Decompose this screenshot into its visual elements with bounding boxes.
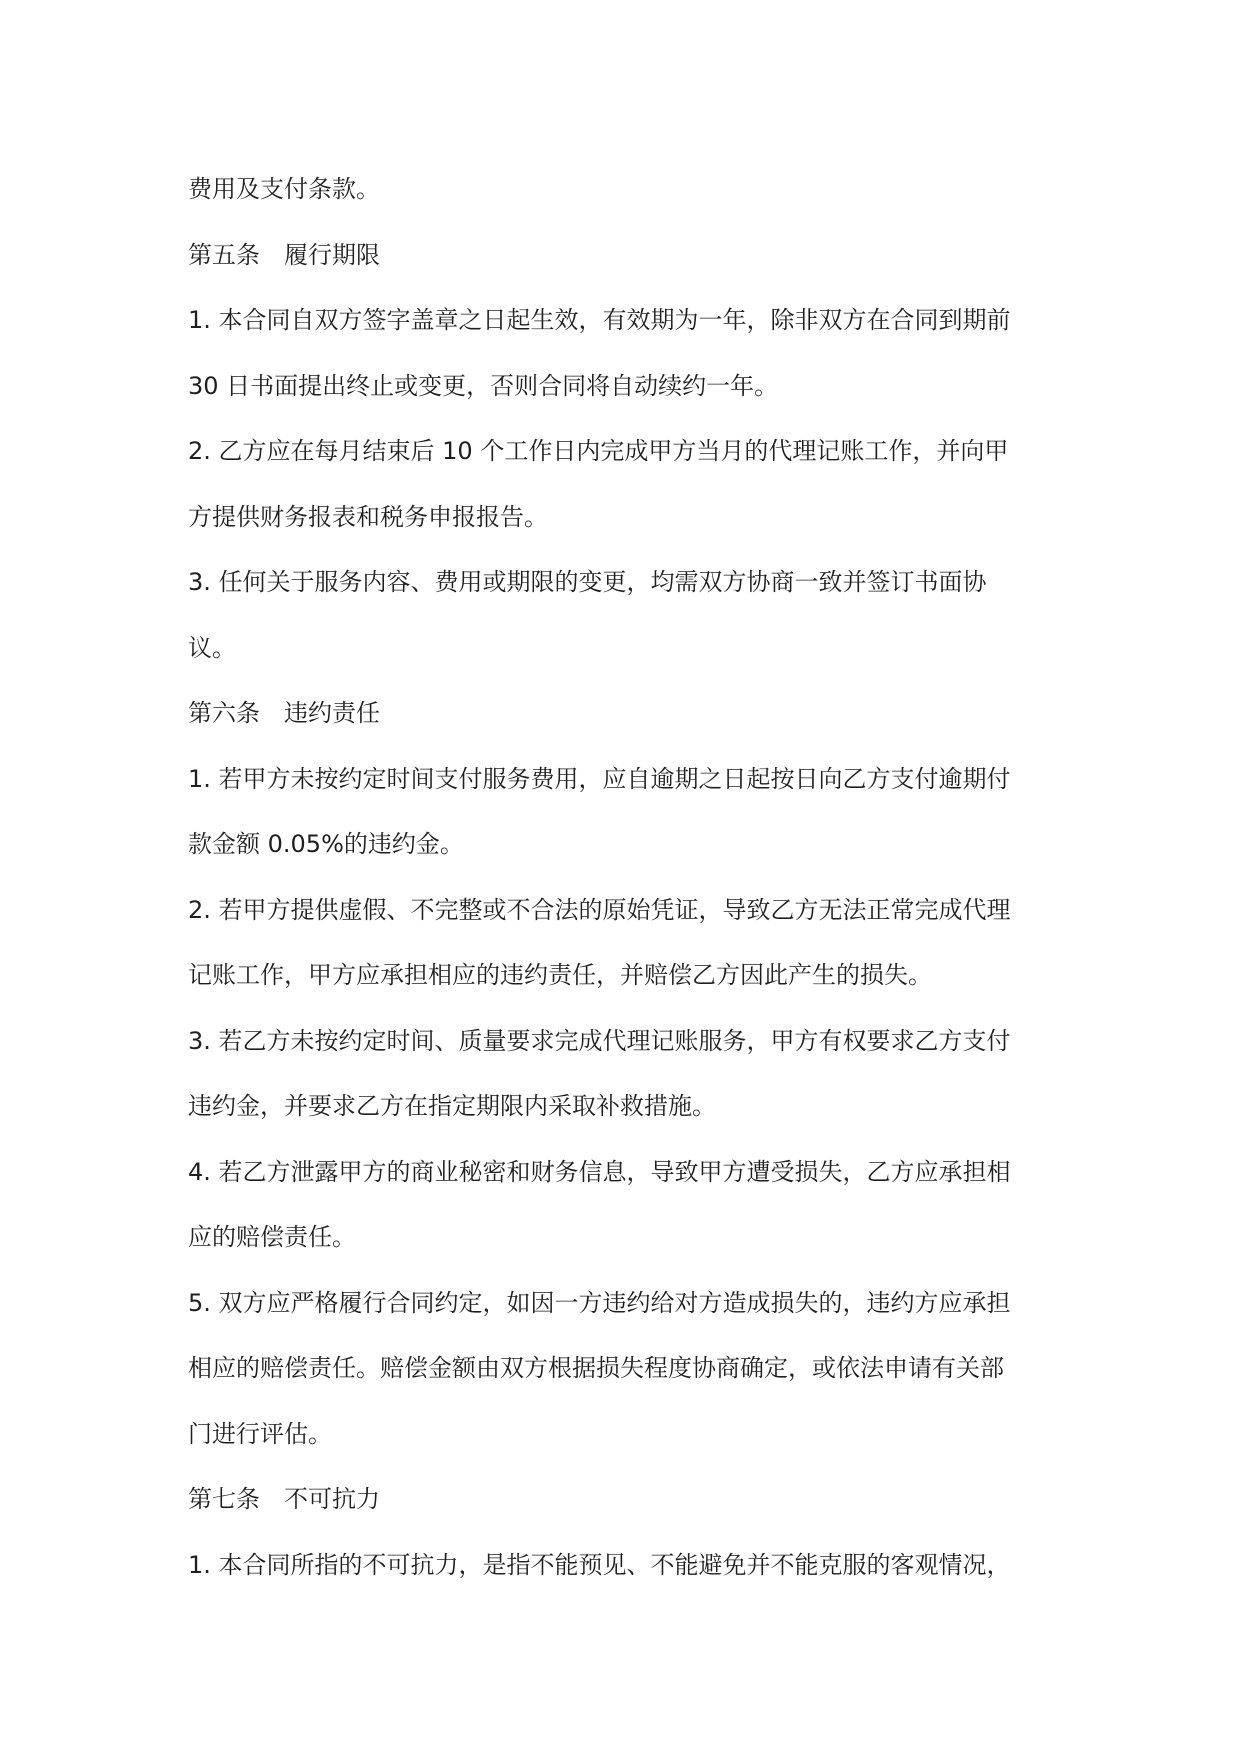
text-line: 议。 <box>188 633 236 662</box>
text-line: 1. 若甲方未按约定时间支付服务费用，应自逾期之日起按日向乙方支付逾期付 <box>188 764 1011 793</box>
text-line: 费用及支付条款。 <box>188 175 380 203</box>
section-heading: 第五条 履行期限 <box>188 240 380 269</box>
text-line: 记账工作，甲方应承担相应的违约责任，并赔偿乙方因此产生的损失。 <box>188 961 932 989</box>
text-line: 款金额 0.05%的违约金。 <box>188 830 464 858</box>
text-line: 2. 乙方应在每月结束后 10 个工作日内完成甲方当月的代理记账工作，并向甲 <box>188 437 1009 465</box>
text-line: 30 日书面提出终止或变更，否则合同将自动续约一年。 <box>188 371 779 400</box>
text-line: 3. 任何关于服务内容、费用或期限的变更，均需双方协商一致并签订书面协 <box>188 568 987 596</box>
text-line: 门进行评估。 <box>188 1419 332 1448</box>
text-line: 方提供财务报表和税务申报报告。 <box>188 502 548 531</box>
text-line: 1. 本合同自双方签字盖章之日起生效，有效期为一年，除非双方在合同到期前 <box>188 306 1011 334</box>
text-line: 4. 若乙方泄露甲方的商业秘密和财务信息，导致甲方遭受损失，乙方应承担相 <box>188 1157 1011 1186</box>
text-line: 2. 若甲方提供虚假、不完整或不合法的原始凭证，导致乙方无法正常完成代理 <box>188 895 1011 924</box>
section-heading: 第六条 违约责任 <box>188 699 380 727</box>
section-heading: 第七条 不可抗力 <box>188 1485 380 1513</box>
text-line: 违约金，并要求乙方在指定期限内采取补救措施。 <box>188 1092 716 1120</box>
text-line: 1. 本合同所指的不可抗力，是指不能预见、不能避免并不能克服的客观情况， <box>188 1550 1011 1579</box>
contract-body <box>188 157 1068 1598</box>
text-line: 3. 若乙方未按约定时间、质量要求完成代理记账服务，甲方有权要求乙方支付 <box>188 1026 1011 1055</box>
text-line: 相应的赔偿责任。赔偿金额由双方根据损失程度协商确定，或依法申请有关部 <box>188 1354 1004 1382</box>
text-line: 5. 双方应严格履行合同约定，如因一方违约给对方造成损失的，违约方应承担 <box>188 1288 1011 1317</box>
text-line: 应的赔偿责任。 <box>188 1223 356 1251</box>
